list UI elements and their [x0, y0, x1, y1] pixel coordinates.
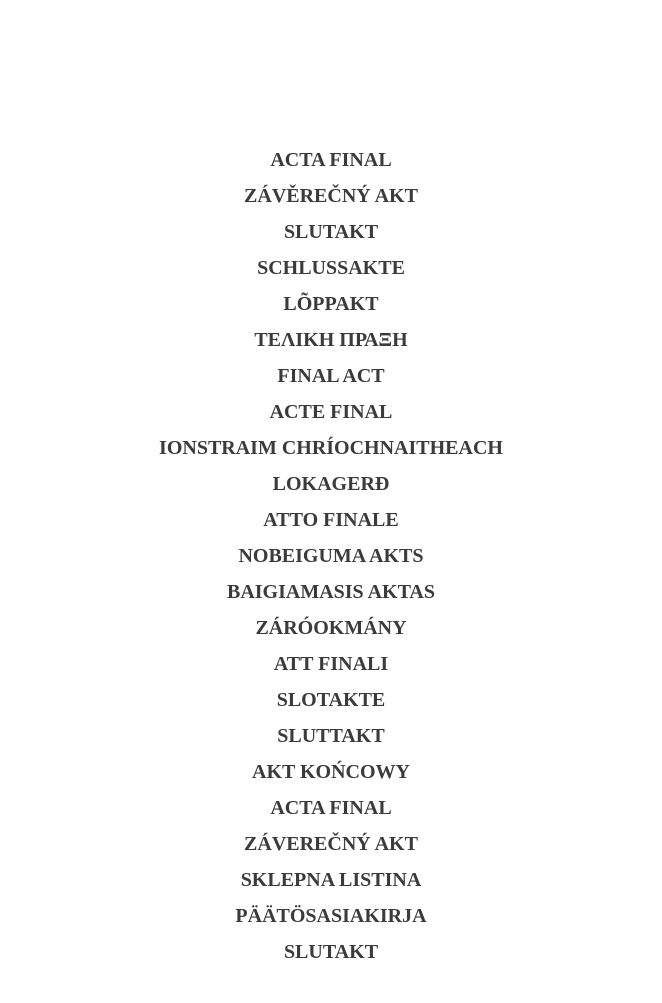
title-line: NOBEIGUMA AKTS	[238, 545, 424, 567]
title-line: IONSTRAIM CHRÍOCHNAITHEACH	[159, 437, 503, 459]
title-line: SLUTTAKT	[277, 725, 385, 747]
title-line: SKLEPNA LISTINA	[240, 869, 422, 891]
title-line: SLUTAKT	[283, 941, 379, 963]
title-line: ATT FINALI	[273, 653, 389, 675]
title-line: FINAL ACT	[277, 365, 385, 387]
title-line: ZÁVEREČNÝ AKT	[244, 833, 418, 855]
title-line: ZÁVĚREČNÝ AKT	[244, 185, 418, 207]
title-line: ACTE FINAL	[269, 401, 393, 423]
title-line: ZÁRÓOKMÁNY	[255, 617, 407, 639]
title-line: ATTO FINALE	[263, 509, 399, 531]
final-act-title-list	[0, 142, 662, 970]
title-line: PÄÄTÖSASIAKIRJA	[235, 905, 427, 927]
title-line: ACTA FINAL	[270, 149, 392, 171]
title-line: AKT KOŃCOWY	[252, 761, 410, 783]
title-line: ΤΕΛΙΚΗ ΠΡΑΞΗ	[254, 329, 408, 351]
title-line: SLOTAKTE	[276, 689, 386, 711]
title-line: LÕPPAKT	[283, 293, 379, 315]
title-line: SCHLUSSAKTE	[257, 257, 405, 279]
title-line: ACTA FINAL	[270, 797, 392, 819]
title-line: BAIGIAMASIS AKTAS	[226, 581, 436, 603]
title-line: LOKAGERÐ	[272, 473, 390, 495]
title-line: SLUTAKT	[283, 221, 379, 243]
